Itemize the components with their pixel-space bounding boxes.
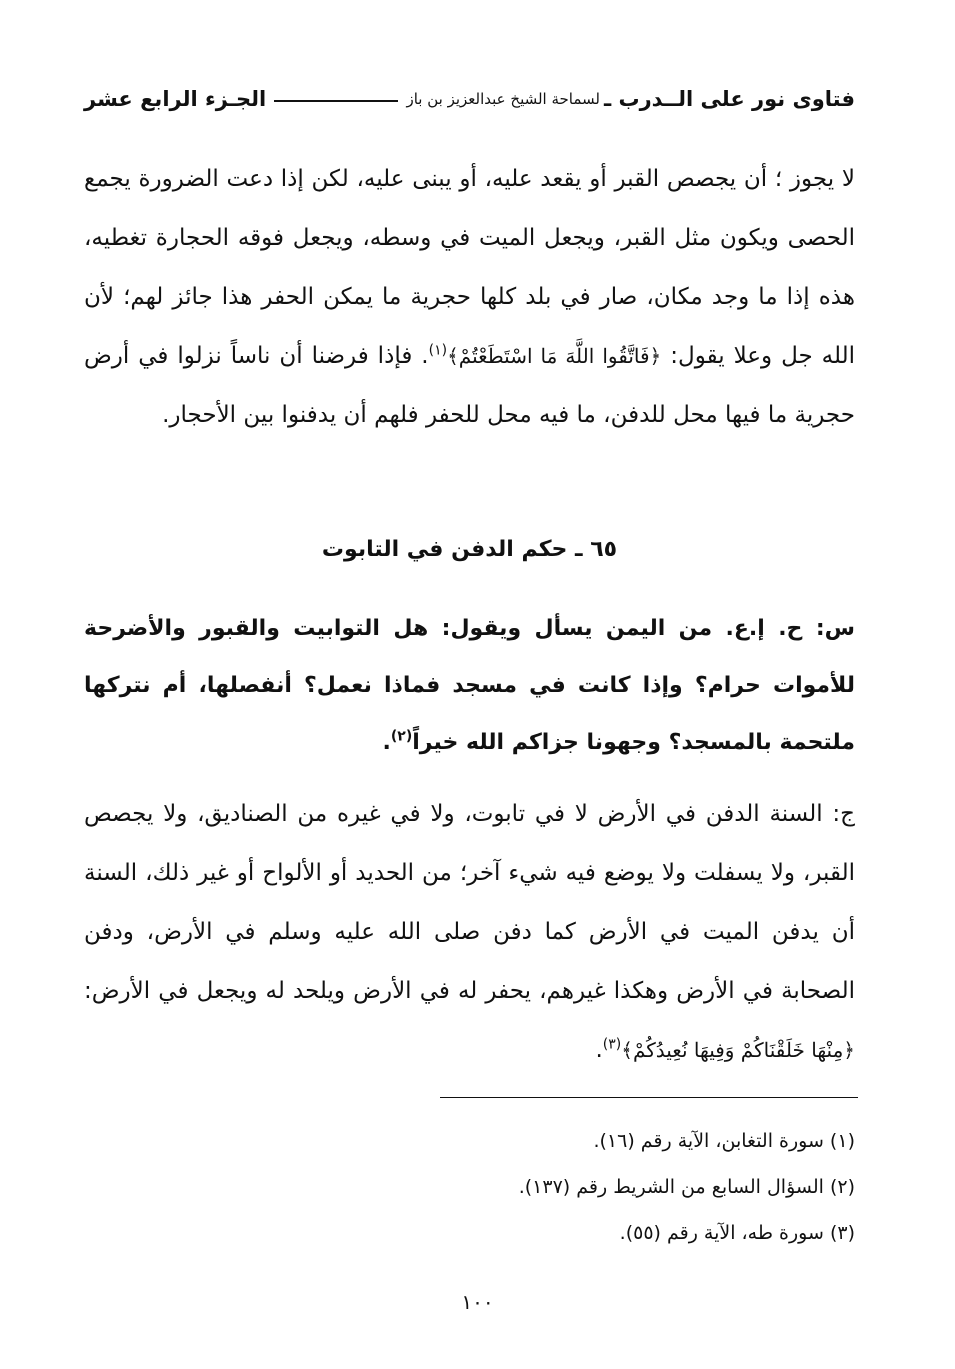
footnote-2: (٢) السؤال السابع من الشريط رقم (١٣٧). xyxy=(518,1176,855,1198)
footnotes xyxy=(84,1118,855,1256)
volume-part: الجـزء الرابع عشر xyxy=(84,87,267,111)
author-name: لسماحة الشيخ عبدالعزيز بن باز xyxy=(406,90,600,108)
header-rule xyxy=(274,100,398,102)
quran-verse: ﴿فَاتَّقُوا اللَّهَ مَا اسْتَطَعْتُمْ﴾ xyxy=(447,344,662,368)
answer-block xyxy=(84,785,855,1080)
answer-text: السنة الدفن في الأرض لا في تابوت، ولا في غيره من الصناديق، ولا يجصص القبر، ولا يسفلت ولا يوضع فيه شيء آخر؛ من الحديد أو الألواح أو غير ذلك، السنة أن يدفن الميت في الأرض كما دفن صلى الله عليه وسلم في الأرض، ودفن الصحابة في الأرض وهكذا غيرهم، يحفر له في الأرض ويلحد له ويجعل في الأرض: xyxy=(84,801,855,1004)
answer-label: ج: xyxy=(832,801,856,827)
page-number: ١٠٠ xyxy=(461,1290,494,1314)
paragraph-text: لا يجوز ؛ أن يجصص القبر أو يقعد عليه، أو يبنى عليه، لكن إذا دعت الضرورة يجمع الحصى ويكون مثل القبر، ويجعل الميت في وسطه، ويجعل فوقه الحجارة تغطيه، هذه إذا ما وجد مكان، صار في بلد كلها حجرية ما يمكن الحفر هذا جائز لهم؛ لأن الله جل وعلا يقول: xyxy=(84,166,855,369)
footnote-ref-1[interactable]: (١) xyxy=(428,342,448,359)
quran-verse: ﴿مِنْهَا خَلَقْنَاكُمْ وَفِيهَا نُعِيدُكُمْ﴾ xyxy=(621,1038,855,1062)
question-end: . xyxy=(382,730,391,755)
section-title: ٦٥ ـ حكم الدفن في التابوت xyxy=(321,537,618,562)
footnote-separator xyxy=(440,1097,858,1098)
question-block xyxy=(84,600,855,771)
running-header xyxy=(84,84,855,114)
footnote-ref-3[interactable]: (٣) xyxy=(602,1036,622,1053)
question-label: س: xyxy=(815,616,855,641)
paragraph-text-continued: . فإذا فرضنا أن ناساً نزلوا في أرض حجرية ما فيها محل للدفن، ما فيه محل للحفر فلهم أن يدفنوا بين الأحجار. xyxy=(84,343,855,428)
footnote-3: (٣) سورة طه، الآية رقم (٥٥). xyxy=(619,1222,855,1244)
footnote-1: (١) سورة التغابن، الآية رقم (١٦). xyxy=(593,1130,855,1152)
book-title: فتاوى نور على الــدرب ـ xyxy=(604,87,855,111)
answer-end: . xyxy=(595,1037,603,1063)
question-text: ح. إ.ع. من اليمن يسأل ويقول: هل التوابيت والقبور والأضرحة للأموات حرام؟ وإذا كانت في مسجد فماذا نعمل؟ أنفصلها، أم نتركها ملتحمة بالمسجد؟ وجهونا جزاكم الله خيراً xyxy=(84,616,855,755)
paragraph-intro xyxy=(84,150,855,445)
footnote-ref-2[interactable]: (٢) xyxy=(390,728,413,745)
